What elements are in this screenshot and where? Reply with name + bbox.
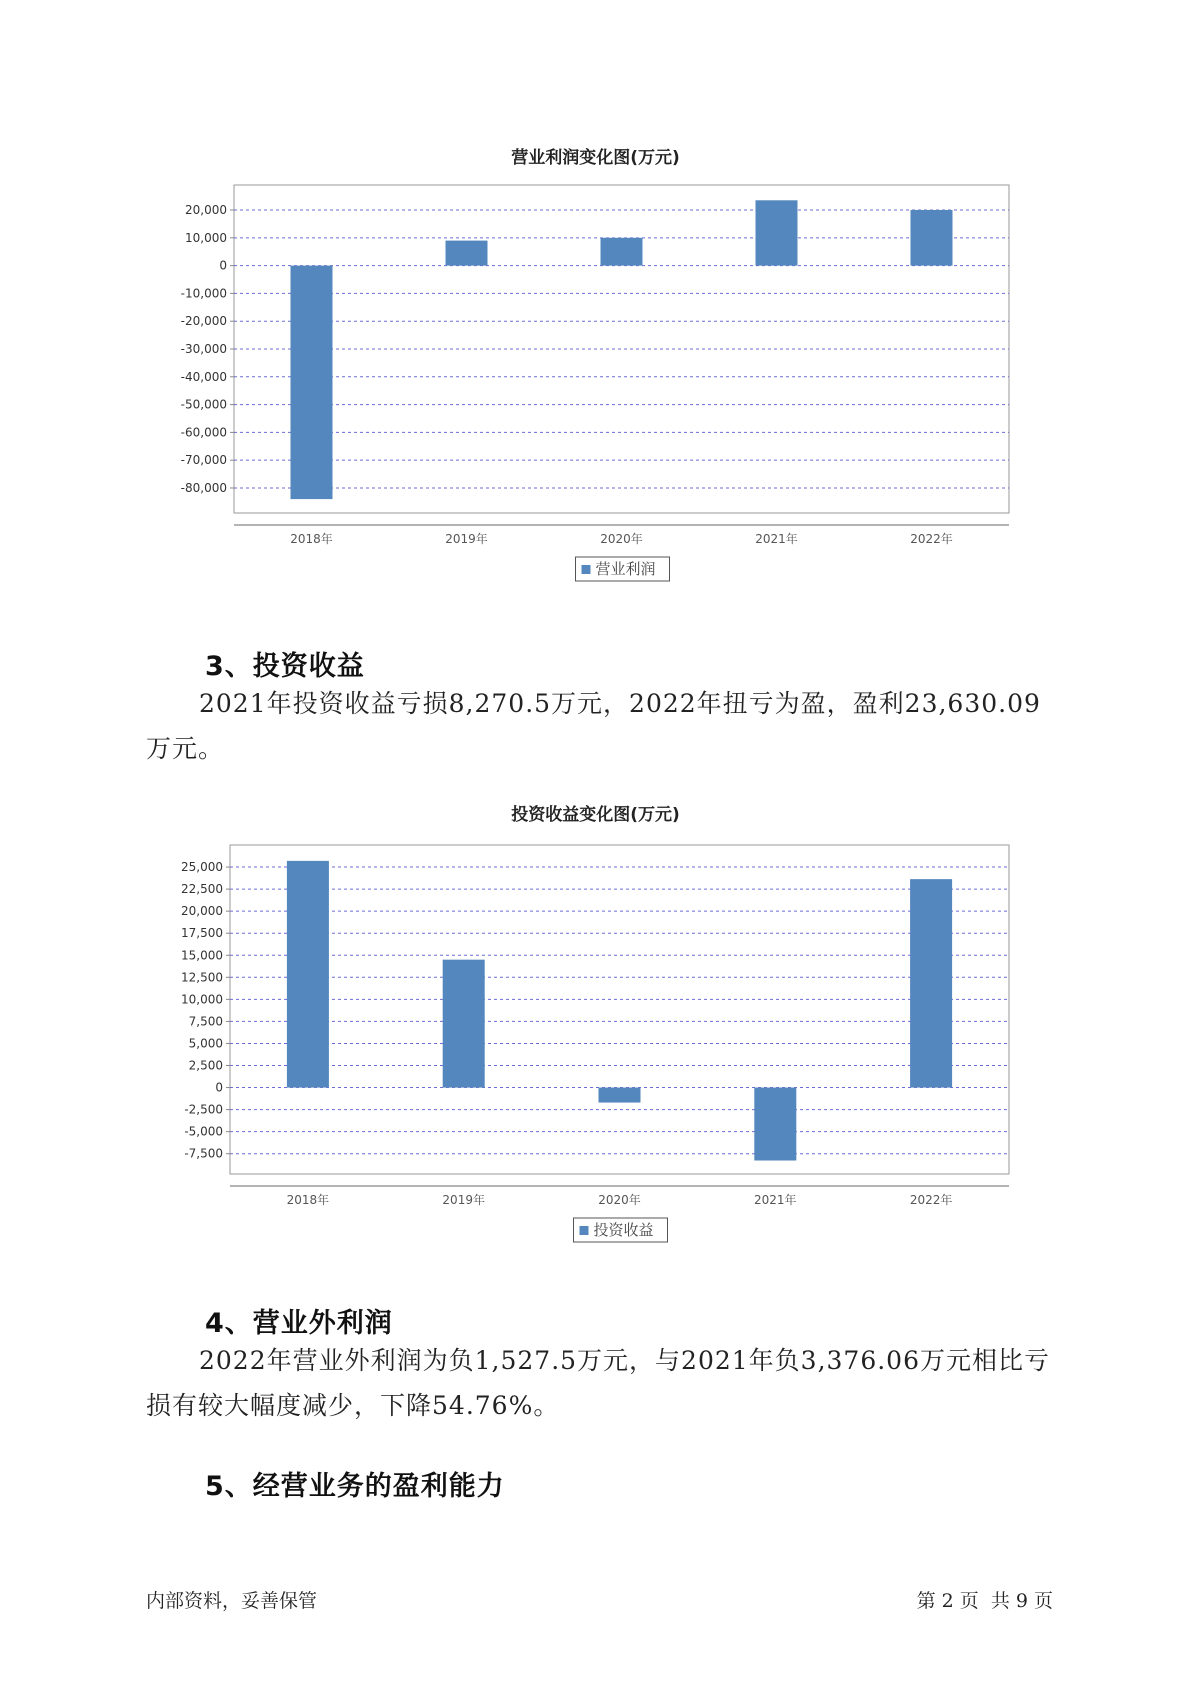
section4-paragraph: 2022年营业外利润为负1,527.5万元，与2021年负3,376.06万元相比亏损有较大幅度减少，下降54.76%。 [146, 1346, 1050, 1420]
chart2-ytick-label: 5,000 [188, 1036, 223, 1051]
chart1-ytick-label: 20,000 [185, 203, 227, 218]
chart1-ytick-label: -70,000 [180, 453, 227, 468]
chart2-category-label: 2021年 [754, 1193, 797, 1207]
chart2-legend-label: 投资收益 [593, 1221, 654, 1239]
chart1-ytick-label: -60,000 [180, 425, 227, 440]
chart2-category-label: 2022年 [909, 1193, 953, 1207]
section4-heading: 4、营业外利润 [205, 1308, 393, 1340]
footer-page-number: 第 2 页 共 9 页 [916, 1590, 1053, 1612]
chart2-bar-3 [754, 1088, 796, 1161]
chart2-plot-area [230, 845, 1009, 1174]
chart1-title: 营业利润变化图(万元) [511, 148, 680, 168]
chart1-ytick-label: -50,000 [180, 397, 227, 412]
chart2-legend-swatch [580, 1226, 589, 1235]
chart2-category-label: 2018年 [286, 1193, 330, 1207]
chart2-title: 投资收益变化图(万元) [511, 805, 680, 825]
chart2-ytick-label: 2,500 [188, 1058, 223, 1073]
chart1-ytick-label: -10,000 [180, 286, 227, 301]
chart1-ytick-label: -30,000 [180, 342, 227, 356]
chart2-ytick-label: 22,500 [181, 882, 223, 897]
chart2-ytick-label: 17,500 [181, 926, 223, 941]
chart2-category-label: 2019年 [442, 1193, 485, 1207]
section5-heading: 5、经营业务的盈利能力 [205, 1471, 505, 1503]
chart2-bar-0 [287, 861, 329, 1088]
chart1-category-label: 2018年 [290, 532, 333, 546]
chart1-ytick-label: 0 [219, 258, 227, 273]
chart2-ytick-label: 0 [215, 1080, 223, 1095]
chart2-category-label: 2020年 [598, 1193, 641, 1207]
chart1-category-label: 2021年 [755, 532, 798, 546]
chart2-ytick-label: -5,000 [184, 1124, 223, 1139]
chart1-category-label: 2020年 [600, 532, 643, 546]
chart2-bar-2 [599, 1088, 641, 1103]
chart1-legend-label: 营业利润 [595, 560, 656, 578]
chart1-ytick-label: 10,000 [185, 230, 227, 245]
chart2-ytick-label: 15,000 [181, 948, 223, 963]
chart2-bar-4 [910, 879, 952, 1087]
chart2-ytick-label: 25,000 [181, 860, 223, 875]
chart1-ytick-label: -20,000 [180, 314, 227, 329]
chart2-bar-1 [443, 960, 485, 1088]
chart2-ytick-label: 7,500 [188, 1014, 223, 1029]
chart2-ytick-label: 20,000 [181, 904, 223, 919]
section3-paragraph: 2021年投资收益亏损8,270.5万元，2022年扭亏为盈，盈利23,630.09万元。 [146, 689, 1041, 763]
chart1-ytick-label: -80,000 [180, 480, 227, 495]
chart2-ytick-label: 12,500 [181, 970, 223, 985]
footer-confidential-note: 内部资料，妥善保管 [146, 1590, 318, 1612]
chart1-category-label: 2022年 [910, 532, 953, 546]
chart2-ytick-label: -2,500 [184, 1102, 223, 1117]
chart1-category-label: 2019年 [445, 532, 488, 546]
chart2-ytick-label: 10,000 [181, 992, 223, 1007]
section3-heading: 3、投资收益 [205, 651, 365, 683]
chart1-ytick-label: -40,000 [180, 369, 227, 384]
chart2-ytick-label: -7,500 [184, 1146, 223, 1161]
